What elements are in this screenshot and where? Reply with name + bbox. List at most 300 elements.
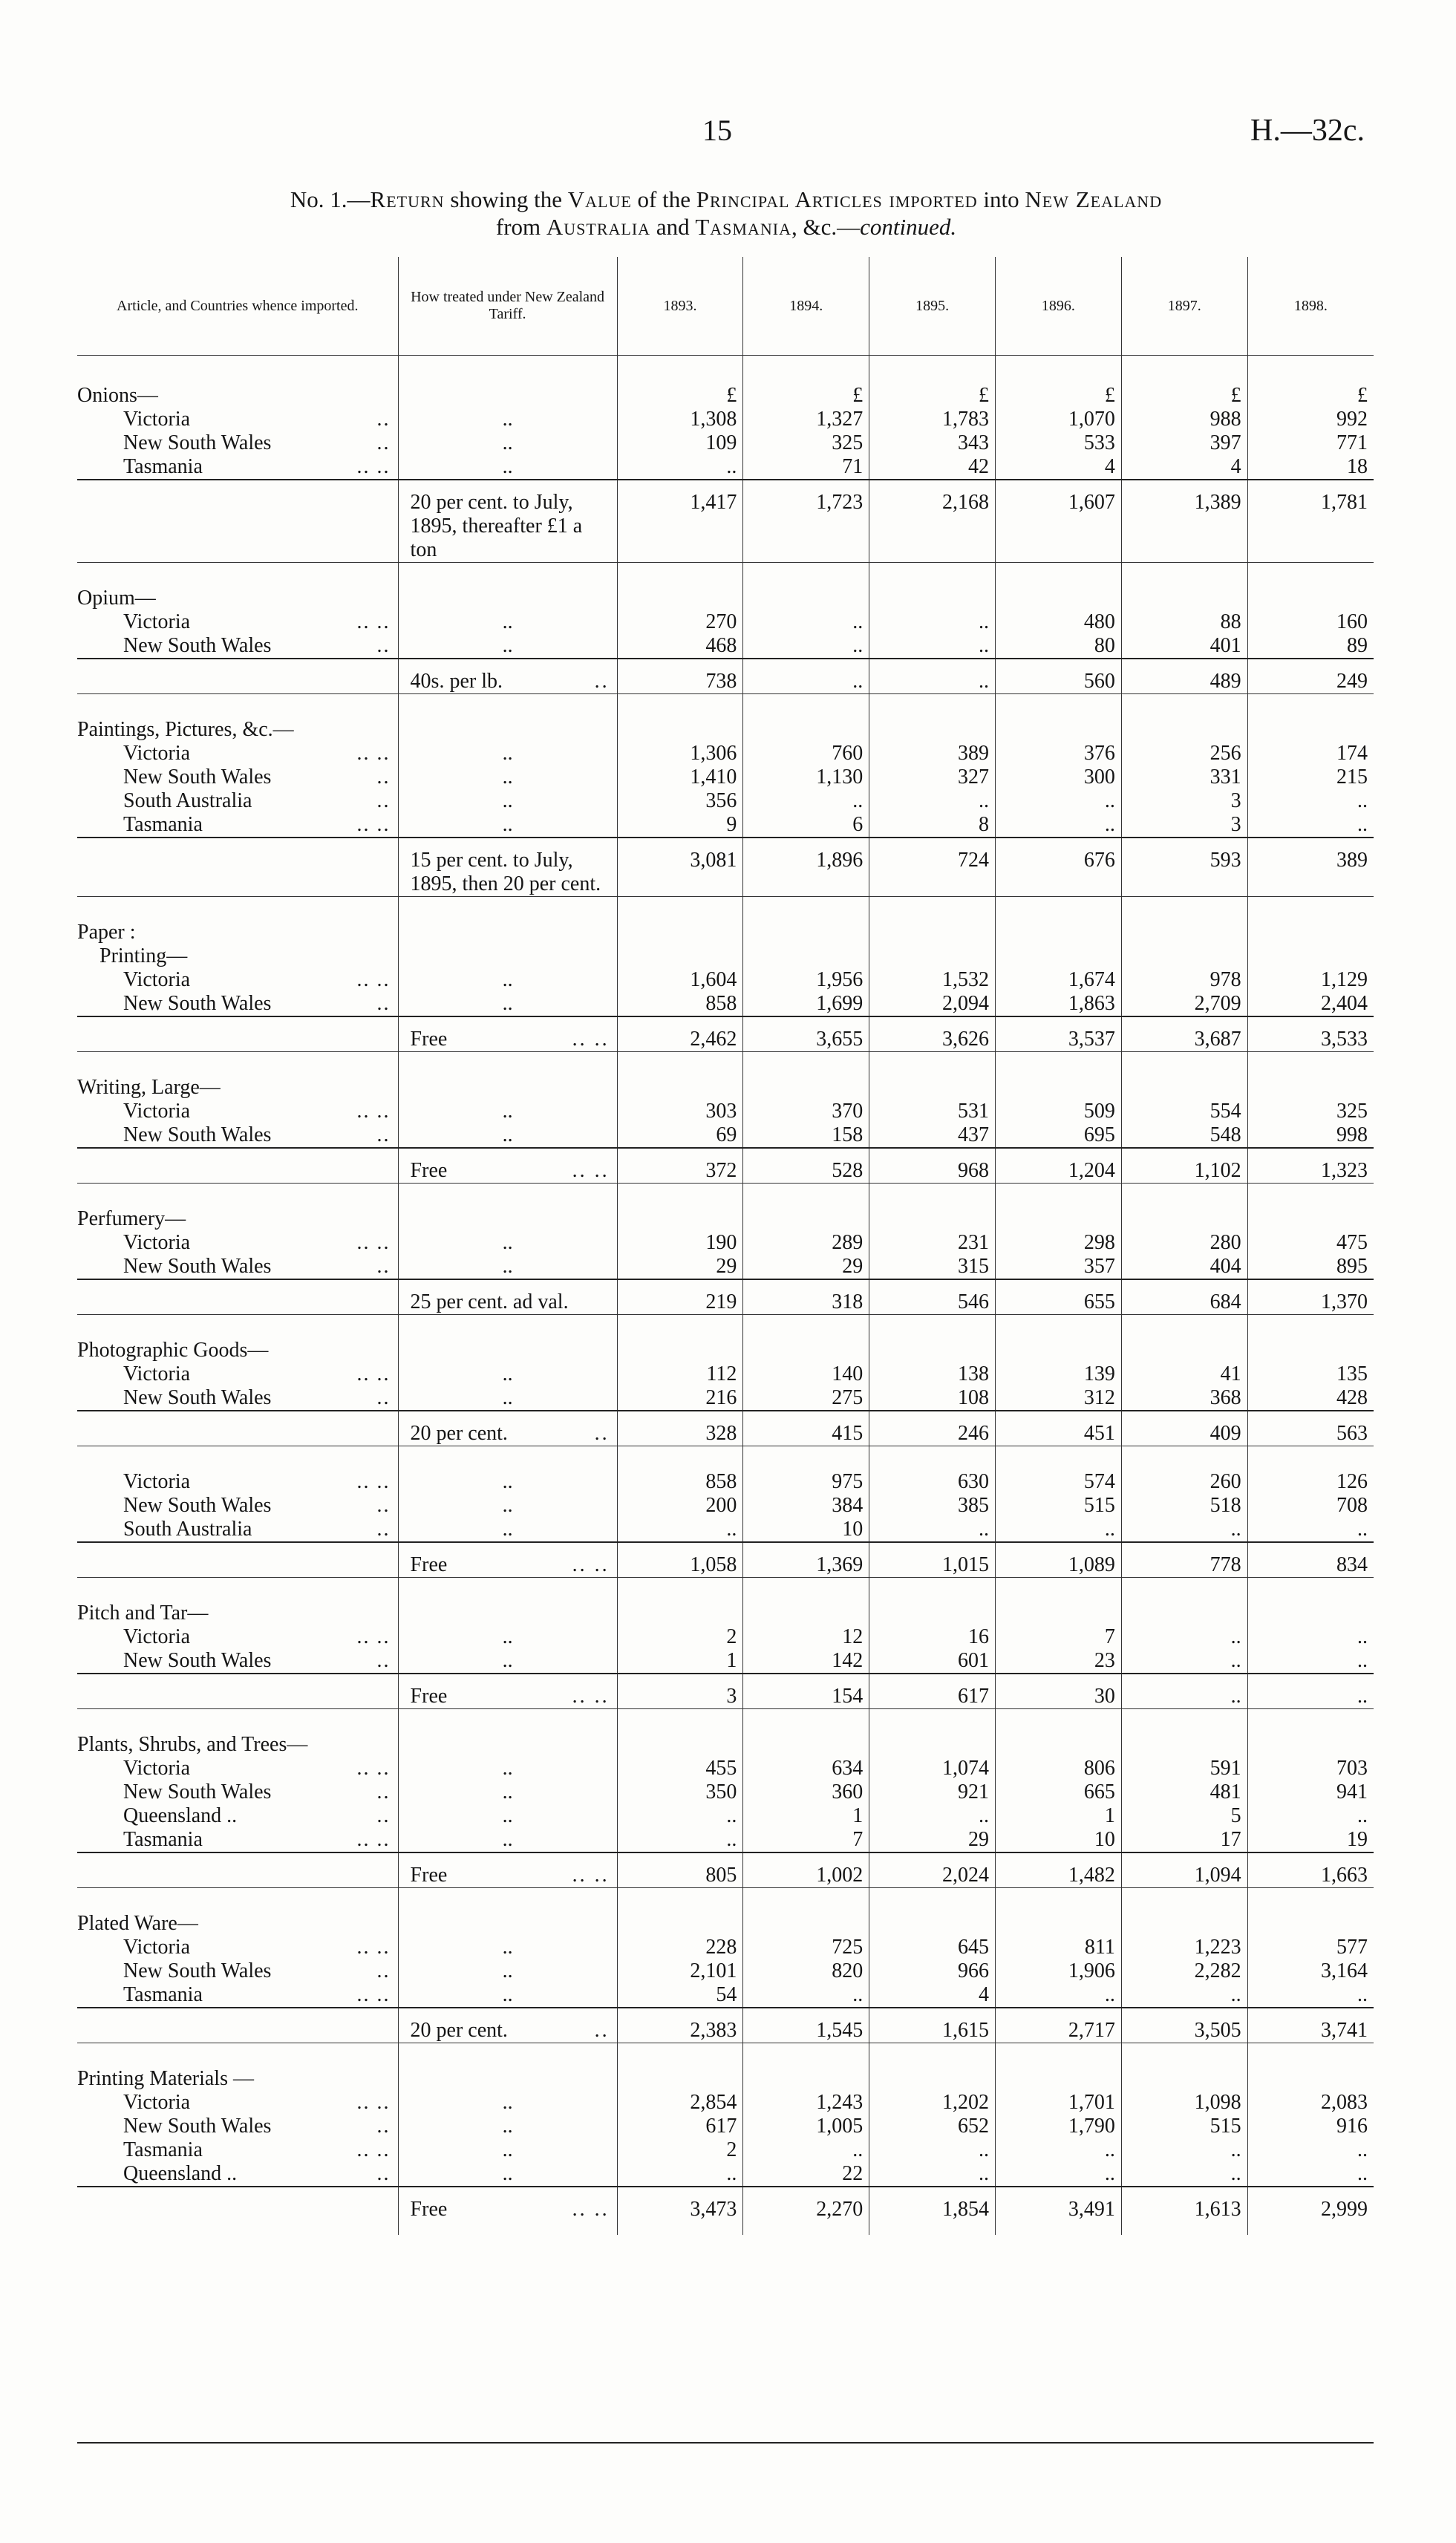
value: 708 — [1336, 1494, 1368, 1517]
country-row — [77, 2091, 398, 2115]
value: 509 — [1083, 1100, 1115, 1123]
total-value: 3,491 — [996, 2187, 1122, 2235]
tariff-dots: .. — [502, 1123, 513, 1146]
value: .. — [979, 2138, 990, 2161]
spacer — [996, 1339, 1121, 1362]
spacer — [618, 1207, 743, 1231]
currency-symbol: £ — [979, 384, 990, 407]
total-article-cell — [77, 659, 398, 694]
value: 7 — [852, 1828, 864, 1851]
value: 515 — [1083, 1494, 1115, 1517]
leader-dots: .. .. — [356, 1362, 391, 1385]
tariff-treatment — [398, 1542, 617, 1578]
article-heading: Printing Materials — — [77, 2067, 254, 2090]
year-cell — [1121, 1709, 1247, 1853]
tariff-dots: .. — [502, 610, 513, 633]
total-value: 3,741 — [1247, 2008, 1374, 2043]
spacer — [399, 1912, 617, 1936]
year-cell — [617, 694, 743, 838]
spacer — [996, 587, 1121, 610]
value: 1,327 — [816, 408, 864, 431]
tariff-treatment — [398, 1674, 617, 1709]
value: 577 — [1336, 1936, 1368, 1959]
value: .. — [1104, 813, 1115, 836]
spacer — [743, 718, 869, 742]
leader-dots: .. .. — [356, 813, 391, 836]
total-row — [77, 1411, 1374, 1446]
country-name: Tasmania — [123, 1983, 203, 2006]
value: 992 — [1336, 408, 1368, 431]
total-value: 154 — [743, 1674, 869, 1709]
spacer — [869, 1602, 995, 1625]
country-name: New South Wales — [123, 992, 272, 1015]
value: .. — [1104, 1518, 1115, 1541]
country-row — [77, 1959, 398, 1983]
value: .. — [852, 789, 864, 812]
spacer — [869, 944, 995, 968]
value: 1,783 — [942, 408, 990, 431]
value: 2 — [726, 2138, 737, 2161]
title-word: Tasmania — [695, 214, 791, 240]
spacer — [618, 944, 743, 968]
spacer — [399, 587, 617, 610]
year-cell — [1247, 1052, 1374, 1149]
total-row — [77, 2008, 1374, 2043]
total-value: 738 — [617, 659, 743, 694]
total-value: 328 — [617, 1411, 743, 1446]
value: 2,404 — [1321, 992, 1368, 1015]
tariff-text-wrap — [411, 1685, 610, 1708]
value: 1,098 — [1194, 2091, 1241, 2114]
value: 2,709 — [1194, 992, 1241, 1015]
year-cell — [617, 1709, 743, 1853]
tariff-text-wrap — [411, 849, 610, 896]
country-row — [77, 1362, 398, 1386]
country-row — [77, 1386, 398, 1410]
year-cell — [869, 1709, 996, 1853]
spacer — [869, 1733, 995, 1757]
leader-dots: .. — [376, 1780, 391, 1803]
year-cell — [869, 1052, 996, 1149]
value: .. — [979, 789, 990, 812]
value: 80 — [1094, 634, 1115, 657]
tariff-dots: .. — [502, 992, 513, 1015]
year-cell — [743, 694, 869, 838]
article-group — [77, 694, 1374, 838]
spacer — [399, 384, 617, 408]
value: .. — [726, 1804, 737, 1827]
tariff-dots: .. — [502, 2138, 513, 2161]
tariff-dots: .. — [502, 1518, 513, 1541]
title-word: of the — [631, 186, 696, 212]
spacer — [869, 1339, 995, 1362]
table-body — [77, 356, 1374, 2236]
year-cell — [743, 1052, 869, 1149]
year-cell — [1247, 1315, 1374, 1411]
value: 10 — [842, 1518, 864, 1541]
tariff-text: 20 per cent. — [410, 1422, 508, 1445]
article-group — [77, 1709, 1374, 1853]
value: 8 — [979, 813, 990, 836]
tariff-dots: .. — [502, 1828, 513, 1851]
title-word: Value — [567, 186, 632, 212]
value: 634 — [832, 1757, 864, 1780]
year-cell — [869, 1578, 996, 1674]
total-value: 415 — [743, 1411, 869, 1446]
bottom-rule — [77, 2442, 1374, 2444]
tariff-dots: .. — [502, 1649, 513, 1672]
year-cell — [1121, 694, 1247, 838]
value: 820 — [832, 1959, 864, 1982]
country-name: Victoria — [123, 968, 191, 991]
country-row — [77, 765, 398, 789]
tariff-dots: .. — [502, 813, 513, 836]
tariff-text-wrap — [411, 2019, 610, 2043]
tariff-dots: .. — [502, 1625, 513, 1648]
value: 16 — [968, 1625, 990, 1648]
year-cell — [869, 1446, 996, 1543]
year-cell — [1247, 1578, 1374, 1674]
column-header-year: 1893. — [617, 257, 743, 356]
value: 2,101 — [690, 1959, 737, 1982]
value: 325 — [832, 431, 864, 454]
year-cell — [996, 694, 1122, 838]
total-value: 2,270 — [743, 2187, 869, 2235]
leader-dots: .. — [376, 1649, 391, 1672]
year-cell — [1121, 1888, 1247, 2008]
total-value: 1,323 — [1247, 1148, 1374, 1184]
leader-dots: .. — [376, 408, 391, 431]
value: 160 — [1336, 610, 1368, 633]
value: 228 — [705, 1936, 737, 1959]
leader-dots: .. — [376, 431, 391, 454]
country-row — [77, 1649, 398, 1673]
article-heading: Onions— — [77, 384, 158, 407]
spacer — [618, 2067, 743, 2091]
spacer — [743, 1339, 869, 1362]
tariff-text: Free — [410, 1685, 448, 1708]
total-value: 2,999 — [1247, 2187, 1374, 2235]
value: 1,005 — [816, 2115, 864, 2138]
value: 4 — [1230, 455, 1241, 478]
value: 617 — [705, 2115, 737, 2138]
year-cell — [1121, 356, 1247, 480]
spacer — [1122, 718, 1247, 742]
tariff-treatment — [398, 2187, 617, 2235]
year-cell — [1121, 1315, 1247, 1411]
spacer — [1248, 587, 1374, 610]
total-article-cell — [77, 1016, 398, 1052]
value: 89 — [1347, 634, 1368, 657]
value: 630 — [958, 1470, 990, 1493]
value: 12 — [842, 1625, 864, 1648]
article-heading: Writing, Large— — [77, 1076, 221, 1099]
value: .. — [1230, 2138, 1241, 2161]
total-value: .. — [1247, 1674, 1374, 1709]
total-value: 1,482 — [996, 1852, 1122, 1888]
year-cell — [617, 563, 743, 659]
leader-dots: .. .. — [356, 742, 391, 765]
year-cell — [743, 2043, 869, 2187]
year-cell — [1121, 2043, 1247, 2187]
value: 531 — [958, 1100, 990, 1123]
value: 988 — [1209, 408, 1241, 431]
year-cell — [869, 2043, 996, 2187]
value: .. — [1357, 813, 1368, 836]
column-header-year: 1894. — [743, 257, 869, 356]
total-value: 2,462 — [617, 1016, 743, 1052]
tariff-text-wrap — [411, 670, 610, 693]
spacer — [1122, 2067, 1247, 2091]
value: 1,699 — [816, 992, 864, 1015]
value: 71 — [842, 455, 864, 478]
value: 858 — [705, 992, 737, 1015]
value: .. — [1357, 1983, 1368, 2006]
tariff-dots: .. — [502, 1494, 513, 1517]
value: 3,164 — [1321, 1959, 1368, 1982]
total-article-cell — [77, 1674, 398, 1709]
spacer — [618, 1339, 743, 1362]
year-cell — [869, 694, 996, 838]
value: 401 — [1209, 634, 1241, 657]
country-name: Victoria — [123, 742, 191, 765]
total-value: 1,094 — [1121, 1852, 1247, 1888]
value: 42 — [968, 455, 990, 478]
total-value: 1,663 — [1247, 1852, 1374, 1888]
tariff-dots: .. — [502, 1100, 513, 1123]
value: 811 — [1084, 1936, 1115, 1959]
country-row — [77, 789, 398, 813]
country-name: New South Wales — [123, 1386, 272, 1409]
year-cell — [617, 1052, 743, 1149]
year-cell — [996, 1578, 1122, 1674]
leader-dots: .. — [376, 2162, 391, 2185]
tariff-text: 15 per cent. to July, 1895, then 20 per cent. — [410, 849, 601, 895]
value: 1,202 — [942, 2091, 990, 2114]
tariff-treatment — [398, 838, 617, 897]
value: 41 — [1220, 1362, 1241, 1385]
article-group — [77, 2043, 1374, 2187]
article-cell — [77, 694, 398, 838]
spacer — [618, 1602, 743, 1625]
country-row — [77, 742, 398, 765]
spacer — [618, 1733, 743, 1757]
country-row — [77, 1757, 398, 1780]
value: 10 — [1094, 1828, 1115, 1851]
country-name: Victoria — [123, 1757, 191, 1780]
spacer — [996, 944, 1121, 968]
value: .. — [726, 455, 737, 478]
total-value: 2,717 — [996, 2008, 1122, 2043]
value: 1,243 — [816, 2091, 864, 2114]
title-word: Australia — [546, 214, 651, 240]
spacer — [399, 718, 617, 742]
value: 280 — [1209, 1231, 1241, 1254]
spacer — [1248, 1912, 1374, 1936]
value: 916 — [1336, 2115, 1368, 2138]
spacer — [1248, 2067, 1374, 2091]
value: 1,906 — [1068, 1959, 1115, 1982]
value: 158 — [832, 1123, 864, 1146]
tariff-dots: .. — [502, 408, 513, 431]
leader-dots: .. .. — [572, 2198, 610, 2221]
value: 601 — [958, 1649, 990, 1672]
value: .. — [852, 1983, 864, 2006]
total-value: 489 — [1121, 659, 1247, 694]
spacer — [869, 1207, 995, 1231]
spacer — [996, 1207, 1121, 1231]
currency-symbol: £ — [1230, 384, 1241, 407]
leader-dots: .. — [376, 789, 391, 812]
country-name: South Australia — [123, 789, 252, 812]
spacer — [1248, 921, 1374, 944]
total-value: 1,896 — [743, 838, 869, 897]
year-cell — [617, 1446, 743, 1543]
total-value: 389 — [1247, 838, 1374, 897]
spacer — [996, 1076, 1121, 1100]
value: .. — [979, 1518, 990, 1541]
value: 1 — [726, 1649, 737, 1672]
value: 389 — [958, 742, 990, 765]
value: 645 — [958, 1936, 990, 1959]
total-value: 546 — [869, 1279, 996, 1315]
year-cell — [1121, 897, 1247, 1017]
leader-dots: .. — [376, 1959, 391, 1982]
year-cell — [869, 1184, 996, 1280]
value: 54 — [716, 1983, 737, 2006]
spacer — [996, 1912, 1121, 1936]
tariff-dots: .. — [502, 1255, 513, 1278]
leader-dots: .. .. — [356, 610, 391, 633]
total-value: 1,854 — [869, 2187, 996, 2235]
value: 270 — [705, 610, 737, 633]
value: 327 — [958, 765, 990, 789]
value: 303 — [705, 1100, 737, 1123]
total-value: .. — [743, 659, 869, 694]
country-name: New South Wales — [123, 1959, 272, 1982]
column-header-year: 1898. — [1247, 257, 1374, 356]
total-value: 249 — [1247, 659, 1374, 694]
value: .. — [979, 2162, 990, 2185]
title-word: Return — [370, 186, 445, 212]
value: 256 — [1209, 742, 1241, 765]
currency-symbol: £ — [852, 384, 864, 407]
tariff-text: 20 per cent. — [410, 2019, 508, 2042]
value: 518 — [1209, 1494, 1241, 1517]
value: 29 — [842, 1255, 864, 1278]
spacer — [869, 2067, 995, 2091]
value: 174 — [1336, 742, 1368, 765]
document-reference: H.—32c. — [1250, 114, 1365, 148]
leader-dots: .. — [594, 2019, 610, 2042]
year-cell — [1121, 1184, 1247, 1280]
leader-dots: .. .. — [356, 1936, 391, 1959]
country-name: New South Wales — [123, 1123, 272, 1146]
value: 978 — [1209, 968, 1241, 991]
tariff-dots: .. — [502, 1959, 513, 1982]
value: .. — [1230, 1649, 1241, 1672]
country-name: New South Wales — [123, 2115, 272, 2138]
year-cell — [869, 1888, 996, 2008]
year-cell — [996, 1184, 1122, 1280]
total-value: 318 — [743, 1279, 869, 1315]
article-heading: Opium— — [77, 587, 156, 610]
spacer — [743, 1912, 869, 1936]
spacer — [743, 1602, 869, 1625]
value: 385 — [958, 1494, 990, 1517]
country-name: Tasmania — [123, 455, 203, 478]
article-heading: Printing— — [99, 944, 188, 967]
value: 88 — [1220, 610, 1241, 633]
title-word: continued. — [860, 214, 957, 240]
value: 29 — [968, 1828, 990, 1851]
total-value: 593 — [1121, 838, 1247, 897]
value: 368 — [1209, 1386, 1241, 1409]
spacer — [743, 1733, 869, 1757]
tariff-text-wrap — [411, 1159, 610, 1183]
article-heading: Perfumery— — [77, 1207, 186, 1230]
country-row — [77, 1231, 398, 1255]
country-name: Victoria — [123, 1100, 191, 1123]
country-name: New South Wales — [123, 431, 272, 454]
value: .. — [1357, 1804, 1368, 1827]
value: .. — [1230, 2162, 1241, 2185]
value: 300 — [1083, 765, 1115, 789]
total-value: 805 — [617, 1852, 743, 1888]
spacer — [996, 921, 1121, 944]
year-cell — [1247, 1888, 1374, 2008]
year-cell — [743, 1184, 869, 1280]
value: 126 — [1336, 1470, 1368, 1493]
tariff-cell — [398, 356, 617, 480]
value: 18 — [1347, 455, 1368, 478]
year-cell — [1247, 1184, 1374, 1280]
spacer — [1122, 1912, 1247, 1936]
leader-dots: .. .. — [572, 1159, 610, 1182]
total-value: 451 — [996, 1411, 1122, 1446]
value: 2,083 — [1321, 2091, 1368, 2114]
total-article-cell — [77, 2187, 398, 2235]
leader-dots: .. .. — [572, 1685, 610, 1708]
tariff-treatment — [398, 1279, 617, 1315]
page-number: 15 — [702, 114, 732, 147]
spacer — [996, 2067, 1121, 2091]
total-value: 563 — [1247, 1411, 1374, 1446]
country-name: South Australia — [123, 1518, 252, 1541]
country-row — [77, 408, 398, 431]
country-row — [77, 1936, 398, 1959]
value: 138 — [958, 1362, 990, 1385]
article-cell — [77, 1052, 398, 1149]
country-row — [77, 431, 398, 455]
country-name: Queensland .. — [123, 2162, 238, 2185]
total-value: 1,545 — [743, 2008, 869, 2043]
country-name: New South Wales — [123, 765, 272, 789]
column-header-tariff: How treated under New Zealand Tariff. — [398, 257, 617, 356]
article-heading: Photographic Goods— — [77, 1339, 269, 1362]
value: 275 — [832, 1386, 864, 1409]
value: .. — [852, 610, 864, 633]
value: 1,532 — [942, 968, 990, 991]
value: 331 — [1209, 765, 1241, 789]
value: 325 — [1336, 1100, 1368, 1123]
country-name: Tasmania — [123, 2138, 203, 2161]
total-row — [77, 1279, 1374, 1315]
year-cell — [743, 563, 869, 659]
country-name: Victoria — [123, 1936, 191, 1959]
year-cell — [1247, 2043, 1374, 2187]
value: 19 — [1347, 1828, 1368, 1851]
